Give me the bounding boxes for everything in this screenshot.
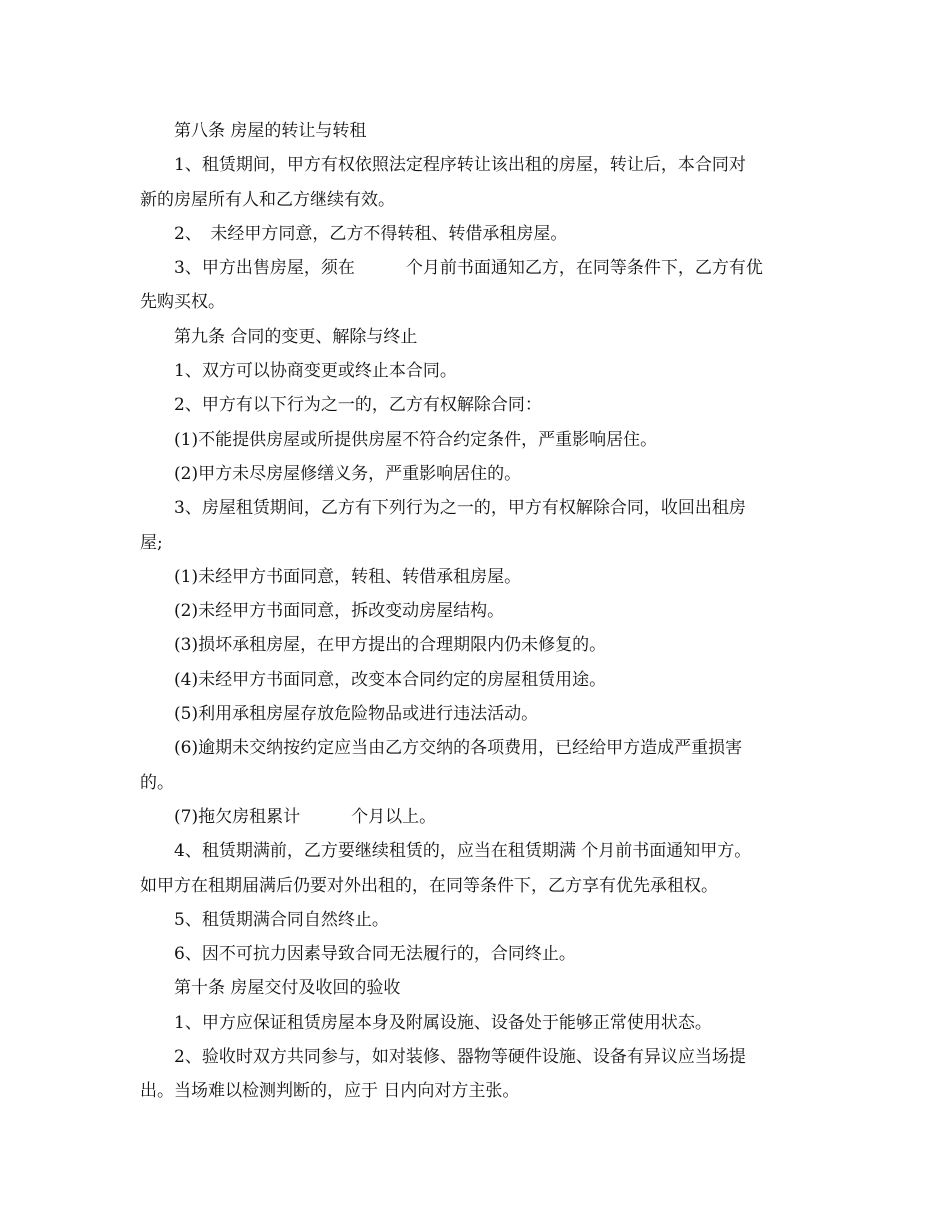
clause-line: 6、因不可抗力因素导致合同无法履行的，合同终止。: [174, 944, 576, 965]
document-body: [140, 114, 810, 1109]
clause-line: (3)损坏承租房屋，在甲方提出的合理期限内仍未修复的。: [174, 635, 607, 656]
clause-line: (6)逾期未交纳按约定应当由乙方交纳的各项费用，已经给甲方造成严重损害: [174, 738, 743, 759]
clause-line: 1、租赁期间，甲方有权依照法定程序转让该出租的房屋，转让后，本合同对: [174, 155, 746, 176]
clause-line: 如甲方在租期届满后仍要对外出租的，在同等条件下，乙方享有优先承租权。: [140, 875, 718, 896]
clause-line: 2、甲方有以下行为之一的，乙方有权解除合同：: [174, 395, 542, 416]
clause-line: 新的房屋所有人和乙方继续有效。: [140, 189, 395, 210]
clause-line: (4)未经甲方书面同意，改变本合同约定的房屋租赁用途。: [174, 669, 607, 690]
clause-line: 2、 未经甲方同意，乙方不得转租、转借承租房屋。: [174, 223, 568, 244]
clause-line: 先购买权。: [140, 292, 225, 313]
clause-line: (2)未经甲方书面同意，拆改变动房屋结构。: [174, 601, 505, 622]
clause-line: (5)利用承租房屋存放危险物品或进行违法活动。: [174, 704, 539, 725]
clause-line: 1、甲方应保证租赁房屋本身及附属设施、设备处于能够正常使用状态。: [174, 1012, 712, 1033]
clause-line: (1)未经甲方书面同意，转租、转借承租房屋。: [174, 566, 522, 587]
clause-line: 的。: [140, 772, 174, 793]
clause-line: (1)不能提供房屋或所提供房屋不符合约定条件，严重影响居住。: [174, 429, 658, 450]
clause-line: 5、租赁期满合同自然终止。: [174, 909, 389, 930]
clause-line: (7)拖欠房租累计 个月以上。: [174, 806, 437, 827]
article-10-heading: 第十条 房屋交付及收回的验收: [174, 978, 401, 999]
article-9-heading: 第九条 合同的变更、解除与终止: [174, 326, 418, 347]
clause-line: 4、租赁期满前，乙方要继续租赁的，应当在租赁期满 个月前书面通知甲方。: [174, 841, 752, 862]
clause-line: 2、验收时双方共同参与，如对装修、器物等硬件设施、设备有异议应当场提: [174, 1047, 746, 1068]
clause-line: 3、甲方出售房屋，须在 个月前书面通知乙方，在同等条件下，乙方有优: [174, 258, 763, 279]
clause-line: 1、双方可以协商变更或终止本合同。: [174, 361, 457, 382]
clause-line: 屋;: [140, 532, 163, 553]
clause-line: 3、房屋租赁期间，乙方有下列行为之一的，甲方有权解除合同，收回出租房: [174, 498, 746, 519]
clause-line: (2)甲方未尽房屋修缮义务，严重影响居住的。: [174, 463, 522, 484]
clause-line: 出。当场难以检测判断的，应于 日内向对方主张。: [140, 1081, 520, 1102]
article-8-heading: 第八条 房屋的转让与转租: [174, 121, 367, 141]
